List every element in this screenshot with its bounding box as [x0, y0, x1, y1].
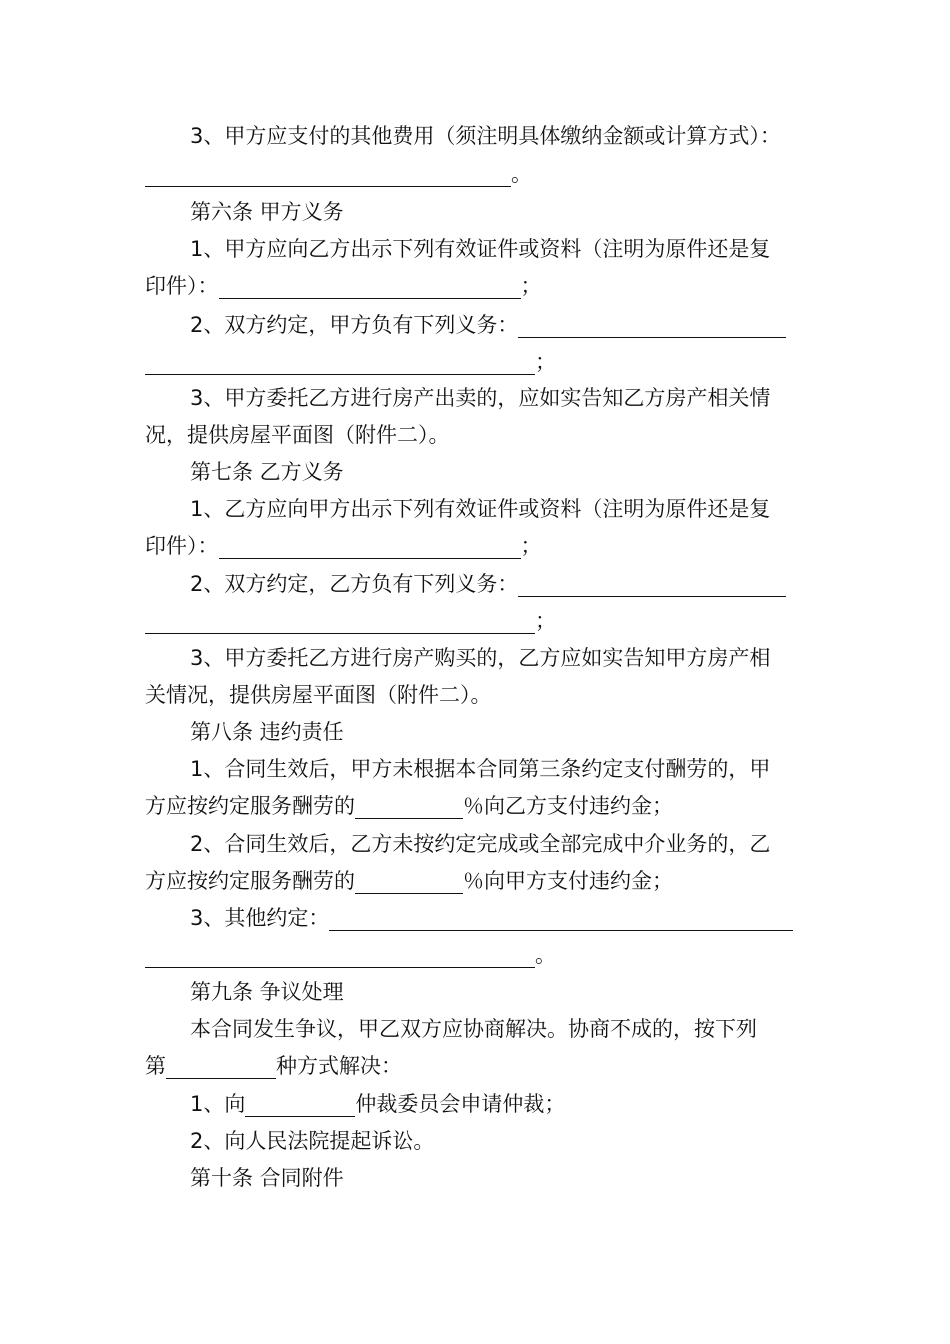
article-8-item-1-cont: 方应按约定服务酬劳的 ％向乙方支付违约金；	[145, 794, 673, 818]
article-9-body-cont: 第 种方式解决：	[145, 1054, 402, 1078]
blank-line	[329, 908, 793, 931]
article-7-item-3-cont: 关情况，提供房屋平面图（附件二）。	[145, 683, 492, 707]
article-9-body: 本合同发生争议，甲乙双方应协商解决。协商不成的，按下列	[190, 1017, 757, 1041]
blank-line	[219, 536, 521, 559]
blank-line	[145, 945, 535, 968]
blank-line	[166, 1056, 276, 1079]
article-6-item-3: 3、甲方委托乙方进行房产出卖的，应如实告知乙方房产相关情	[190, 386, 771, 410]
article-8-item-3: 3、其他约定：	[190, 903, 793, 933]
fee-clause-3: 3、甲方应支付的其他费用（须注明具体缴纳金额或计算方式）：	[190, 124, 781, 148]
article-7-heading: 第七条 乙方义务	[190, 460, 344, 484]
blank-line	[355, 871, 463, 894]
article-8-item-1: 1、合同生效后，甲方未根据本合同第三条约定支付酬劳的，甲	[190, 757, 771, 781]
article-6-item-1: 1、甲方应向乙方出示下列有效证件或资料（注明为原件还是复	[190, 237, 771, 261]
blank-line	[518, 315, 786, 338]
blank-line	[145, 352, 535, 375]
blank-line	[355, 796, 463, 819]
article-9-heading: 第九条 争议处理	[190, 980, 344, 1004]
article-8-item-2: 2、合同生效后，乙方未按约定完成或全部完成中介业务的，乙	[190, 832, 771, 856]
blank-line	[219, 276, 521, 299]
article-6-item-2: 2、双方约定，甲方负有下列义务：	[190, 310, 786, 340]
blank-line	[245, 1094, 355, 1117]
article-6-item-2-cont: ；	[145, 347, 556, 377]
article-6-item-1-cont: 印件）： ；	[145, 274, 542, 298]
blank-line	[145, 611, 535, 634]
fee-clause-3-blank: 。	[145, 159, 532, 189]
article-7-item-2-cont: ；	[145, 606, 556, 636]
article-8-heading: 第八条 违约责任	[190, 720, 344, 744]
article-8-item-3-cont: 。	[145, 940, 556, 970]
article-6-item-3-cont: 况，提供房屋平面图（附件二）。	[145, 423, 450, 447]
article-10-heading: 第十条 合同附件	[190, 1166, 344, 1190]
article-7-item-1-cont: 印件）： ；	[145, 534, 542, 558]
article-9-option-2: 2、向人民法院提起诉讼。	[190, 1129, 435, 1153]
article-7-item-2: 2、双方约定，乙方负有下列义务：	[190, 569, 786, 599]
article-9-option-1: 1、向 仲裁委员会申请仲裁；	[190, 1092, 566, 1116]
blank-line	[145, 164, 511, 187]
blank-line	[518, 574, 786, 597]
article-7-item-1: 1、乙方应向甲方出示下列有效证件或资料（注明为原件还是复	[190, 497, 771, 521]
article-7-item-3: 3、甲方委托乙方进行房产购买的，乙方应如实告知甲方房产相	[190, 646, 771, 670]
article-8-item-2-cont: 方应按约定服务酬劳的 ％向甲方支付违约金；	[145, 869, 673, 893]
article-6-heading: 第六条 甲方义务	[190, 200, 344, 224]
